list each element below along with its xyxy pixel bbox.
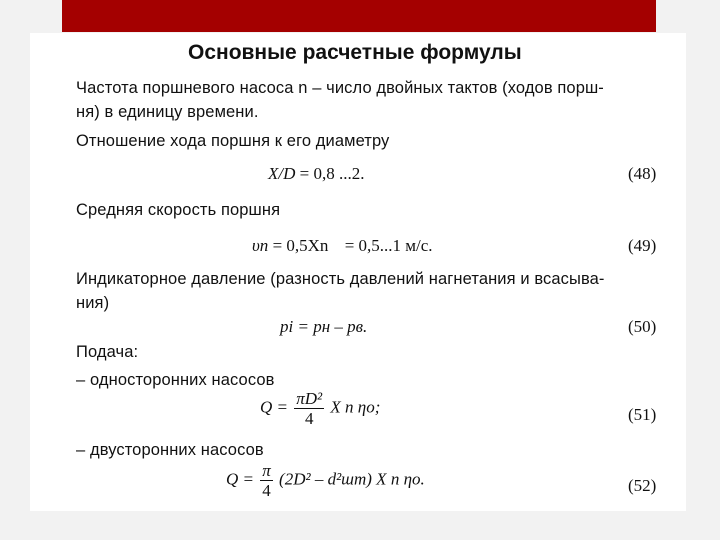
equation-number-52: (52) xyxy=(628,476,657,495)
formula-51-rhs: X n ηо; xyxy=(330,397,381,417)
formula-51-denominator: 4 xyxy=(304,409,314,428)
formula-49-rhs: = 0,5...1 м/с. xyxy=(344,236,433,255)
paragraph-single-acting: – односторонних насосов xyxy=(76,371,275,389)
equation-number-50: (50) xyxy=(628,317,657,336)
paragraph-double-acting: – двусторонних насосов xyxy=(76,441,264,459)
formula-52-rhs: (2D² – d²шт) X n ηо. xyxy=(279,469,425,489)
formula-52-fraction xyxy=(260,461,273,500)
formula-52 xyxy=(226,461,425,500)
formula-51 xyxy=(260,389,380,428)
page-title: Основные расчетные формулы xyxy=(188,41,522,64)
formula-48-lhs: X/D xyxy=(268,164,296,183)
paragraph-frequency-line1: Частота поршневого насоса n – число двойных тактов (ходов порш- xyxy=(76,79,604,97)
formula-50 xyxy=(280,317,367,337)
document-page xyxy=(30,33,686,511)
formula-48-rhs: = 0,8 ...2. xyxy=(299,164,365,183)
formula-49-mid: = 0,5Xn xyxy=(272,236,329,255)
formula-51-lhs: Q = xyxy=(260,397,288,417)
formula-48 xyxy=(268,164,364,184)
paragraph-flow-rate: Подача: xyxy=(76,343,139,361)
formula-52-lhs: Q = xyxy=(226,469,254,489)
paragraph-indicator-pressure-line2: ния) xyxy=(76,294,110,312)
equation-number-48: (48) xyxy=(628,164,657,183)
formula-51-fraction xyxy=(294,389,324,428)
formula-52-denominator: 4 xyxy=(262,481,271,500)
formula-52-numerator: π xyxy=(262,461,271,480)
formula-51-numerator: πD² xyxy=(296,389,323,408)
equation-number-49: (49) xyxy=(628,236,657,255)
formula-49-lhs: υп xyxy=(252,236,269,255)
formula-49 xyxy=(252,236,433,256)
paragraph-piston-speed: Средняя скорость поршня xyxy=(76,201,281,219)
formula-50-text: pi = pн – pв. xyxy=(280,317,368,336)
paragraph-indicator-pressure-line1: Индикаторное давление (разность давлений нагнетания и всасыва- xyxy=(76,270,605,288)
red-header-bar xyxy=(62,0,656,32)
paragraph-frequency-line2: ня) в единицу времени. xyxy=(76,103,259,121)
paragraph-stroke-ratio: Отношение хода поршня к его диаметру xyxy=(76,132,390,150)
equation-number-51: (51) xyxy=(628,405,657,424)
